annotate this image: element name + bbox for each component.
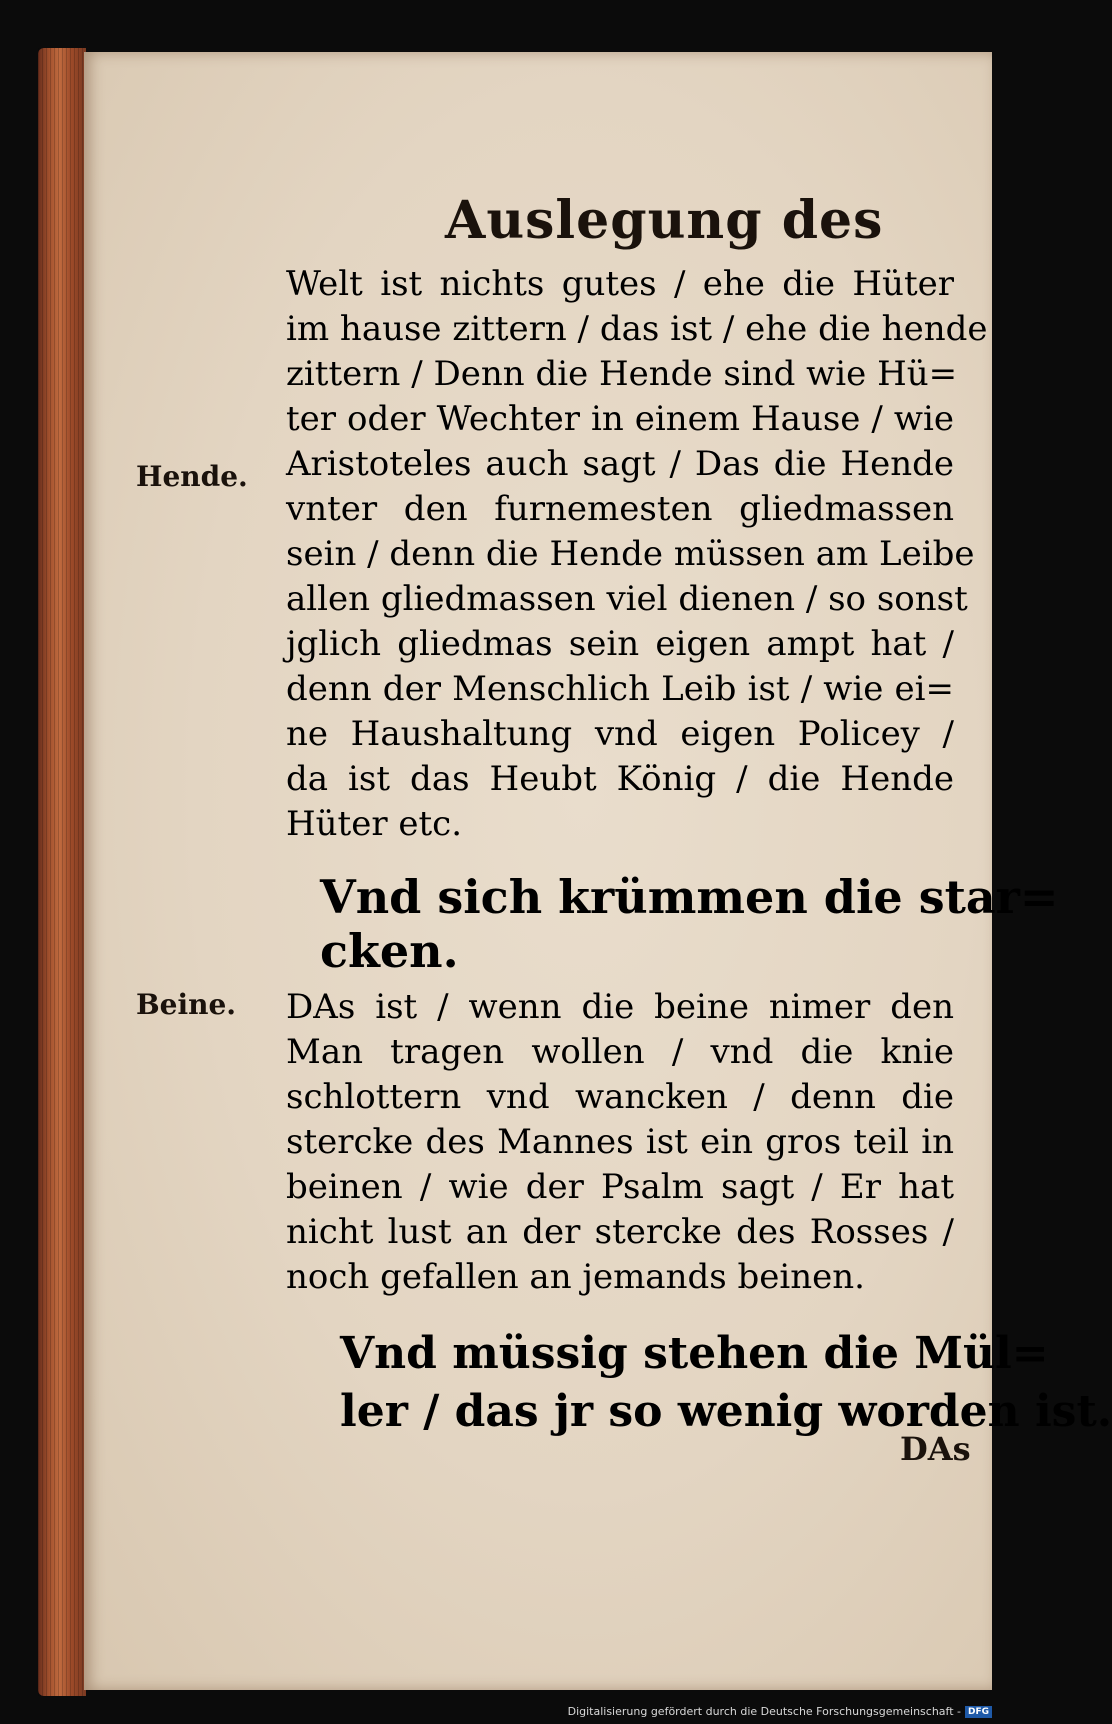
text-line: DAs ist / wenn die beine nimer den bbox=[286, 987, 954, 1027]
text-line: da ist das Heubt König / die Hende bbox=[286, 759, 954, 799]
body-text-paragraph-2 bbox=[286, 985, 954, 1300]
text-line: vnter den furnemesten gliedmassen bbox=[286, 489, 954, 529]
dfg-logo-icon: DFG bbox=[965, 1706, 992, 1718]
text-line: Welt ist nichts gutes / ehe die Hüter bbox=[286, 264, 954, 304]
text-line: allen gliedmassen viel dienen / so sonst bbox=[286, 579, 968, 619]
heading-line: cken. bbox=[320, 924, 459, 978]
text-line: zittern / Denn die Hende sind wie Hü= bbox=[286, 354, 958, 394]
book-page-edge bbox=[38, 48, 86, 1696]
catchword: DAs bbox=[900, 1430, 971, 1468]
heading-line: Vnd müssig stehen die Mül= bbox=[340, 1328, 1049, 1379]
text-line: beinen / wie der Psalm sagt / Er hat bbox=[286, 1167, 954, 1207]
heading-line: Vnd sich krümmen die star= bbox=[320, 870, 1059, 924]
body-text-paragraph-1 bbox=[286, 262, 988, 847]
digitization-footer bbox=[568, 1705, 992, 1718]
margin-note-hende: Hende. bbox=[136, 460, 248, 493]
text-line: nicht lust an der stercke des Rosses / bbox=[286, 1212, 954, 1252]
text-line: sein / denn die Hende müssen am Leibe bbox=[286, 534, 975, 574]
text-line: denn der Menschlich Leib ist / wie ei= bbox=[286, 669, 954, 709]
footer-text: Digitalisierung gefördert durch die Deutsche Forschungsgemeinschaft - bbox=[567, 1705, 961, 1718]
text-line: stercke des Mannes ist ein gros teil in bbox=[286, 1122, 954, 1162]
text-line: im hause zittern / das ist / ehe die hende bbox=[286, 309, 988, 349]
verse-heading-2 bbox=[340, 1325, 1112, 1441]
text-line: Man tragen wollen / vnd die knie bbox=[286, 1032, 954, 1072]
text-line: noch gefallen an jemands beinen. bbox=[286, 1257, 865, 1297]
text-line: schlottern vnd wancken / denn die bbox=[286, 1077, 954, 1117]
text-line: ne Haushaltung vnd eigen Policey / bbox=[286, 714, 954, 754]
text-line: Aristoteles auch sagt / Das die Hende bbox=[286, 444, 954, 484]
text-line: Hüter etc. bbox=[286, 804, 463, 844]
margin-note-beine: Beine. bbox=[136, 988, 237, 1021]
verse-heading-1 bbox=[320, 870, 1059, 978]
heading-line: ler / das jr so wenig worden ist. bbox=[340, 1386, 1112, 1437]
page-header: Auslegung des bbox=[445, 190, 884, 251]
text-line: ter oder Wechter in einem Hause / wie bbox=[286, 399, 954, 439]
text-line: jglich gliedmas sein eigen ampt hat / bbox=[286, 624, 954, 664]
